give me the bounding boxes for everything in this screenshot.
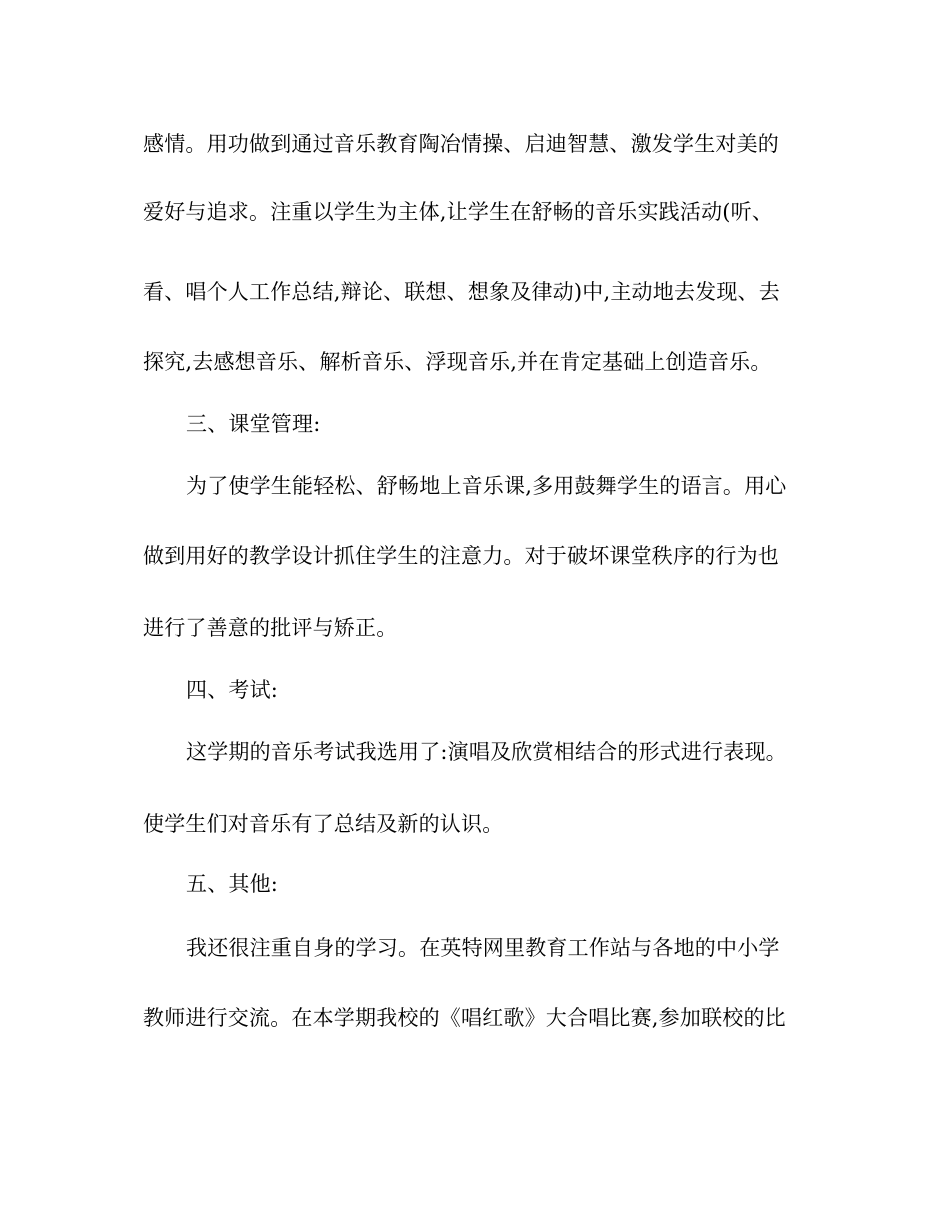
section-heading: 四、考试: <box>186 678 279 702</box>
text-line: 进行了善意的批评与矫正。 <box>143 616 398 640</box>
text-line: 看、唱个人工作总结,辩论、联想、想象及律动)中,主动地去发现、去 <box>143 280 780 304</box>
text-line: 为了使学生能轻松、舒畅地上音乐课,多用鼓舞学生的语言。用心 <box>186 474 787 498</box>
text-line: 这学期的音乐考试我选用了:演唱及欣赏相结合的形式进行表现。 <box>186 740 787 764</box>
text-line: 探究,去感想音乐、解析音乐、浮现音乐,并在肯定基础上创造音乐。 <box>143 350 772 374</box>
text-line: 做到用好的教学设计抓住学生的注意力。对于破坏课堂秩序的行为也 <box>143 544 779 568</box>
section-heading: 三、课堂管理: <box>186 412 321 436</box>
text-line: 爱好与追求。注重以学生为主体,让学生在舒畅的音乐实践活动(听、 <box>143 200 774 224</box>
text-line: 我还很注重自身的学习。在英特网里教育工作站与各地的中小学 <box>186 936 780 960</box>
text-line: 感情。用功做到通过音乐教育陶冶情操、启迪智慧、激发学生对美的 <box>143 132 779 156</box>
section-heading: 五、其他: <box>186 872 279 896</box>
text-line: 教师进行交流。在本学期我校的《唱红歌》大合唱比赛,参加联校的比 <box>143 1006 786 1030</box>
text-line: 使学生们对音乐有了总结及新的认识。 <box>143 812 504 836</box>
